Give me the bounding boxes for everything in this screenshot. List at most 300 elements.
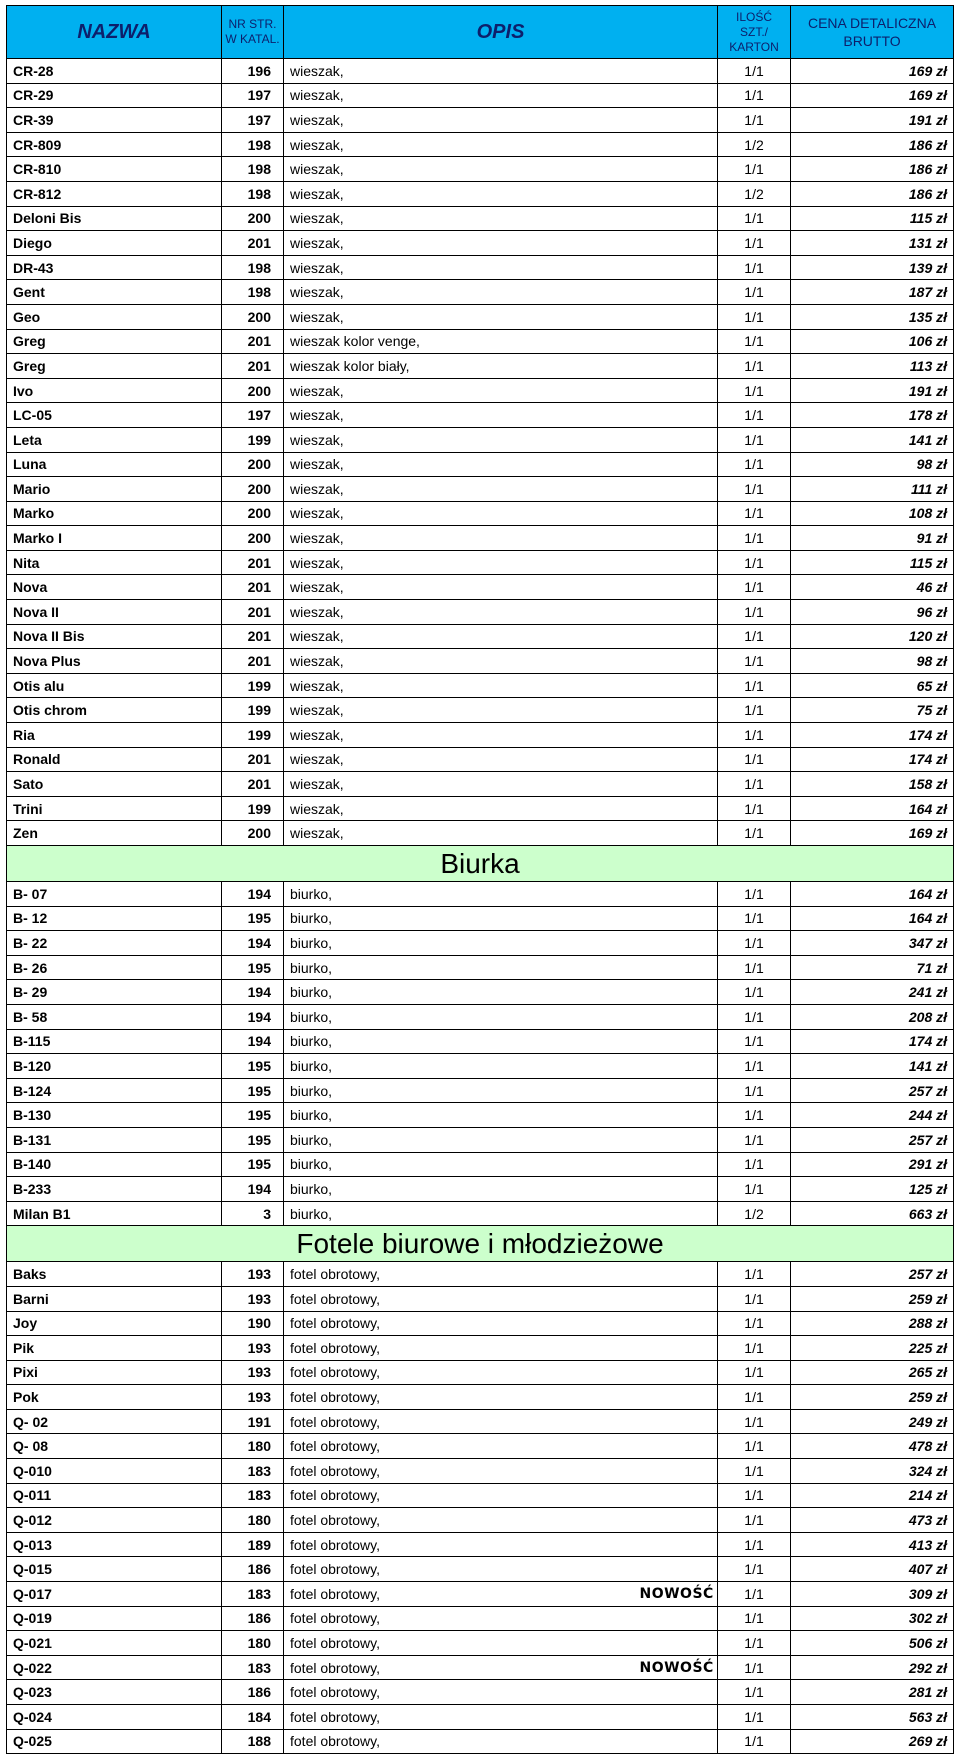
retail-price: 164 zł [791,796,954,821]
retail-price: 108 zł [791,501,954,526]
catalog-page: 201 [222,231,284,256]
product-description: wieszak, [284,403,634,428]
product-row [7,1705,954,1730]
product-name: Luna [7,452,222,477]
product-name: Q-022 [7,1655,222,1680]
catalog-page: 188 [222,1729,284,1754]
product-name: B-131 [7,1127,222,1152]
pieces-per-carton: 1/1 [718,1152,791,1177]
header-quantity: ILOŚĆ SZT./ KARTON [718,6,791,59]
pieces-per-carton: 1/1 [718,980,791,1005]
product-description: biurko, [284,1127,634,1152]
product-description: wieszak, [284,550,634,575]
product-description: fotel obrotowy, [284,1262,634,1287]
new-badge [634,649,718,674]
pieces-per-carton: 1/1 [718,600,791,625]
product-name: DR-43 [7,255,222,280]
pieces-per-carton: 1/1 [718,1262,791,1287]
catalog-page: 180 [222,1631,284,1656]
pieces-per-carton: 1/1 [718,1078,791,1103]
product-name: Otis alu [7,673,222,698]
catalog-page: 199 [222,698,284,723]
product-row [7,1152,954,1177]
product-name: Q- 02 [7,1409,222,1434]
pieces-per-carton: 1/1 [718,378,791,403]
new-badge [634,403,718,428]
product-row [7,772,954,797]
product-name: Ria [7,723,222,748]
catalog-page: 200 [222,526,284,551]
catalog-page: 186 [222,1606,284,1631]
retail-price: 186 zł [791,181,954,206]
product-description: biurko, [284,1152,634,1177]
retail-price: 259 zł [791,1286,954,1311]
pieces-per-carton: 1/1 [718,1532,791,1557]
catalog-page: 200 [222,304,284,329]
catalog-page: 200 [222,378,284,403]
product-name: Diego [7,231,222,256]
catalog-page: 201 [222,354,284,379]
product-description: biurko, [284,1078,634,1103]
new-badge [634,1152,718,1177]
product-name: Zen [7,821,222,846]
catalog-page: 201 [222,575,284,600]
product-name: Otis chrom [7,698,222,723]
product-row [7,1336,954,1361]
catalog-page: 194 [222,931,284,956]
section-header-row [7,1226,954,1262]
catalog-page: 193 [222,1286,284,1311]
product-row [7,882,954,907]
product-name: Marko [7,501,222,526]
product-row [7,1311,954,1336]
product-name: Sato [7,772,222,797]
retail-price: 115 zł [791,550,954,575]
product-row [7,649,954,674]
product-row [7,427,954,452]
retail-price: 174 zł [791,1029,954,1054]
pieces-per-carton: 1/1 [718,452,791,477]
retail-price: 135 zł [791,304,954,329]
product-name: Q-025 [7,1729,222,1754]
pieces-per-carton: 1/1 [718,955,791,980]
product-row [7,550,954,575]
product-name: Q-017 [7,1582,222,1607]
catalog-page: 198 [222,181,284,206]
new-badge [634,354,718,379]
new-badge [634,1532,718,1557]
product-name: Leta [7,427,222,452]
new-badge [634,747,718,772]
retail-price: 75 zł [791,698,954,723]
product-description: wieszak, [284,649,634,674]
product-name: CR-28 [7,59,222,84]
new-badge [634,280,718,305]
retail-price: 225 zł [791,1336,954,1361]
pieces-per-carton: 1/1 [718,1434,791,1459]
product-row [7,1177,954,1202]
product-name: Nova II [7,600,222,625]
product-name: Joy [7,1311,222,1336]
product-row [7,747,954,772]
product-description: wieszak, [284,624,634,649]
new-badge [634,906,718,931]
product-row [7,1127,954,1152]
product-row [7,59,954,84]
retail-price: 187 zł [791,280,954,305]
catalog-page: 194 [222,980,284,1005]
product-row [7,501,954,526]
product-description: fotel obrotowy, [284,1631,634,1656]
product-row [7,906,954,931]
product-row [7,452,954,477]
pieces-per-carton: 1/1 [718,796,791,821]
product-name: B- 58 [7,1004,222,1029]
catalog-page: 198 [222,132,284,157]
pieces-per-carton: 1/1 [718,329,791,354]
product-description: biurko, [284,931,634,956]
product-row [7,1532,954,1557]
pieces-per-carton: 1/1 [718,1127,791,1152]
catalog-page: 186 [222,1557,284,1582]
pieces-per-carton: 1/1 [718,723,791,748]
retail-price: 413 zł [791,1532,954,1557]
product-description: wieszak kolor biały, [284,354,634,379]
pieces-per-carton: 1/1 [718,354,791,379]
catalog-page: 194 [222,1004,284,1029]
pieces-per-carton: 1/1 [718,157,791,182]
product-row [7,378,954,403]
product-name: B- 29 [7,980,222,1005]
new-badge [634,796,718,821]
new-badge [634,1177,718,1202]
retail-price: 115 zł [791,206,954,231]
new-badge: NOWOŚĆ [634,1655,718,1680]
new-badge: NOWOŚĆ [634,1582,718,1607]
product-description: wieszak, [284,255,634,280]
product-row [7,796,954,821]
product-description: wieszak, [284,108,634,133]
product-row [7,1004,954,1029]
new-badge [634,698,718,723]
catalog-page: 180 [222,1508,284,1533]
new-badge [634,1262,718,1287]
product-name: Q-024 [7,1705,222,1730]
product-description: wieszak, [284,796,634,821]
catalog-page: 194 [222,1029,284,1054]
retail-price: 288 zł [791,1311,954,1336]
pieces-per-carton: 1/1 [718,1385,791,1410]
product-name: B- 22 [7,931,222,956]
pieces-per-carton: 1/1 [718,747,791,772]
catalog-page: 198 [222,255,284,280]
catalog-page: 193 [222,1360,284,1385]
retail-price: 169 zł [791,821,954,846]
product-description: wieszak, [284,181,634,206]
retail-price: 478 zł [791,1434,954,1459]
product-description: fotel obrotowy, [284,1705,634,1730]
retail-price: 106 zł [791,329,954,354]
product-description: wieszak, [284,378,634,403]
product-name: Marko I [7,526,222,551]
pieces-per-carton: 1/1 [718,1286,791,1311]
product-row [7,1631,954,1656]
pieces-per-carton: 1/1 [718,575,791,600]
catalog-page: 189 [222,1532,284,1557]
retail-price: 174 zł [791,747,954,772]
product-description: wieszak, [284,132,634,157]
product-description: wieszak, [284,59,634,84]
product-description: fotel obrotowy, [284,1385,634,1410]
new-badge [634,1078,718,1103]
catalog-page: 199 [222,723,284,748]
pieces-per-carton: 1/1 [718,501,791,526]
pieces-per-carton: 1/1 [718,108,791,133]
product-row [7,181,954,206]
catalog-page: 183 [222,1582,284,1607]
pieces-per-carton: 1/1 [718,1177,791,1202]
pieces-per-carton: 1/1 [718,1557,791,1582]
price-list-body [7,59,954,1754]
retail-price: 65 zł [791,673,954,698]
product-name: Q-021 [7,1631,222,1656]
retail-price: 169 zł [791,83,954,108]
catalog-page: 200 [222,452,284,477]
retail-price: 257 zł [791,1127,954,1152]
pieces-per-carton: 1/2 [718,181,791,206]
catalog-page: 194 [222,882,284,907]
retail-price: 249 zł [791,1409,954,1434]
product-description: biurko, [284,1177,634,1202]
product-description: fotel obrotowy, [284,1729,634,1754]
product-row [7,1201,954,1226]
catalog-page: 201 [222,649,284,674]
retail-price: 158 zł [791,772,954,797]
new-badge [634,378,718,403]
product-description: wieszak, [284,673,634,698]
product-name: B-115 [7,1029,222,1054]
product-row [7,673,954,698]
product-name: B- 12 [7,906,222,931]
product-name: Nova II Bis [7,624,222,649]
catalog-page: 194 [222,1177,284,1202]
product-name: Milan B1 [7,1201,222,1226]
retail-price: 169 zł [791,59,954,84]
header-price: CENA DETALICZNA BRUTTO [791,6,954,59]
section-title: Fotele biurowe i młodzieżowe [7,1226,954,1262]
header-description: OPIS [284,6,718,59]
product-name: B-120 [7,1054,222,1079]
catalog-page: 195 [222,906,284,931]
product-row [7,304,954,329]
pieces-per-carton: 1/1 [718,1483,791,1508]
product-row [7,526,954,551]
catalog-page: 200 [222,206,284,231]
product-row [7,624,954,649]
new-badge [634,59,718,84]
new-badge [634,1360,718,1385]
new-badge [634,1311,718,1336]
product-name: Geo [7,304,222,329]
product-name: Q- 08 [7,1434,222,1459]
pieces-per-carton: 1/1 [718,1336,791,1361]
catalog-page: 200 [222,501,284,526]
retail-price: 71 zł [791,955,954,980]
pieces-per-carton: 1/1 [718,931,791,956]
product-row [7,1655,954,1680]
retail-price: 563 zł [791,1705,954,1730]
new-badge [634,206,718,231]
product-description: wieszak, [284,821,634,846]
pieces-per-carton: 1/1 [718,1729,791,1754]
catalog-page: 193 [222,1336,284,1361]
pieces-per-carton: 1/1 [718,673,791,698]
product-description: fotel obrotowy, [284,1459,634,1484]
product-row [7,1582,954,1607]
pieces-per-carton: 1/1 [718,1680,791,1705]
product-name: Ivo [7,378,222,403]
retail-price: 324 zł [791,1459,954,1484]
product-name: Greg [7,329,222,354]
product-description: fotel obrotowy, [284,1360,634,1385]
retail-price: 191 zł [791,108,954,133]
product-description: wieszak, [284,427,634,452]
pieces-per-carton: 1/1 [718,1655,791,1680]
pieces-per-carton: 1/1 [718,882,791,907]
product-description: biurko, [284,1029,634,1054]
pieces-per-carton: 1/1 [718,1311,791,1336]
product-row [7,231,954,256]
product-row [7,1029,954,1054]
new-badge [634,1606,718,1631]
product-row [7,600,954,625]
product-name: B-233 [7,1177,222,1202]
new-badge [634,1434,718,1459]
retail-price: 113 zł [791,354,954,379]
new-badge [634,452,718,477]
product-description: fotel obrotowy, [284,1434,634,1459]
pieces-per-carton: 1/1 [718,1459,791,1484]
retail-price: 98 zł [791,649,954,674]
catalog-page: 197 [222,403,284,428]
pieces-per-carton: 1/1 [718,280,791,305]
product-name: B-130 [7,1103,222,1128]
catalog-page: 200 [222,821,284,846]
product-name: Barni [7,1286,222,1311]
product-name: Gent [7,280,222,305]
retail-price: 174 zł [791,723,954,748]
pieces-per-carton: 1/2 [718,132,791,157]
catalog-page: 193 [222,1385,284,1410]
retail-price: 164 zł [791,906,954,931]
product-description: biurko, [284,955,634,980]
pieces-per-carton: 1/1 [718,550,791,575]
new-badge [634,157,718,182]
product-description: biurko, [284,1201,634,1226]
pieces-per-carton: 1/1 [718,1103,791,1128]
product-description: fotel obrotowy, [284,1483,634,1508]
product-row [7,1409,954,1434]
retail-price: 111 zł [791,477,954,502]
pieces-per-carton: 1/1 [718,906,791,931]
catalog-page: 183 [222,1483,284,1508]
pieces-per-carton: 1/1 [718,1631,791,1656]
product-name: Deloni Bis [7,206,222,231]
product-description: wieszak, [284,280,634,305]
retail-price: 506 zł [791,1631,954,1656]
product-name: B-140 [7,1152,222,1177]
product-row [7,403,954,428]
product-description: wieszak, [284,575,634,600]
new-badge [634,1483,718,1508]
retail-price: 281 zł [791,1680,954,1705]
pieces-per-carton: 1/1 [718,624,791,649]
product-row [7,255,954,280]
product-row [7,1286,954,1311]
pieces-per-carton: 1/1 [718,1029,791,1054]
new-badge [634,526,718,551]
catalog-page: 195 [222,1078,284,1103]
product-description: wieszak, [284,83,634,108]
new-badge [634,427,718,452]
pieces-per-carton: 1/1 [718,403,791,428]
product-name: LC-05 [7,403,222,428]
product-row [7,1434,954,1459]
product-description: wieszak, [284,526,634,551]
product-description: biurko, [284,906,634,931]
catalog-page: 201 [222,550,284,575]
retail-price: 164 zł [791,882,954,907]
retail-price: 265 zł [791,1360,954,1385]
product-description: wieszak, [284,477,634,502]
retail-price: 663 zł [791,1201,954,1226]
new-badge [634,772,718,797]
product-row [7,1385,954,1410]
retail-price: 257 zł [791,1262,954,1287]
product-row [7,1606,954,1631]
new-badge [634,673,718,698]
new-badge [634,329,718,354]
pieces-per-carton: 1/1 [718,1582,791,1607]
section-title: Biurka [7,846,954,882]
retail-price: 178 zł [791,403,954,428]
product-description: wieszak, [284,452,634,477]
pieces-per-carton: 1/1 [718,304,791,329]
catalog-page: 180 [222,1434,284,1459]
new-badge [634,980,718,1005]
new-badge [634,624,718,649]
product-row [7,1078,954,1103]
new-badge [634,83,718,108]
product-name: Q-012 [7,1508,222,1533]
product-description: fotel obrotowy, [284,1311,634,1336]
retail-price: 309 zł [791,1582,954,1607]
catalog-page: 201 [222,772,284,797]
pieces-per-carton: 1/1 [718,1508,791,1533]
pieces-per-carton: 1/1 [718,59,791,84]
product-description: biurko, [284,1054,634,1079]
catalog-page: 199 [222,796,284,821]
product-description: biurko, [284,1103,634,1128]
product-name: Q-015 [7,1557,222,1582]
pieces-per-carton: 1/1 [718,649,791,674]
catalog-page: 197 [222,83,284,108]
catalog-page: 195 [222,1054,284,1079]
product-description: wieszak, [284,206,634,231]
pieces-per-carton: 1/1 [718,821,791,846]
catalog-page: 201 [222,329,284,354]
new-badge [634,1409,718,1434]
